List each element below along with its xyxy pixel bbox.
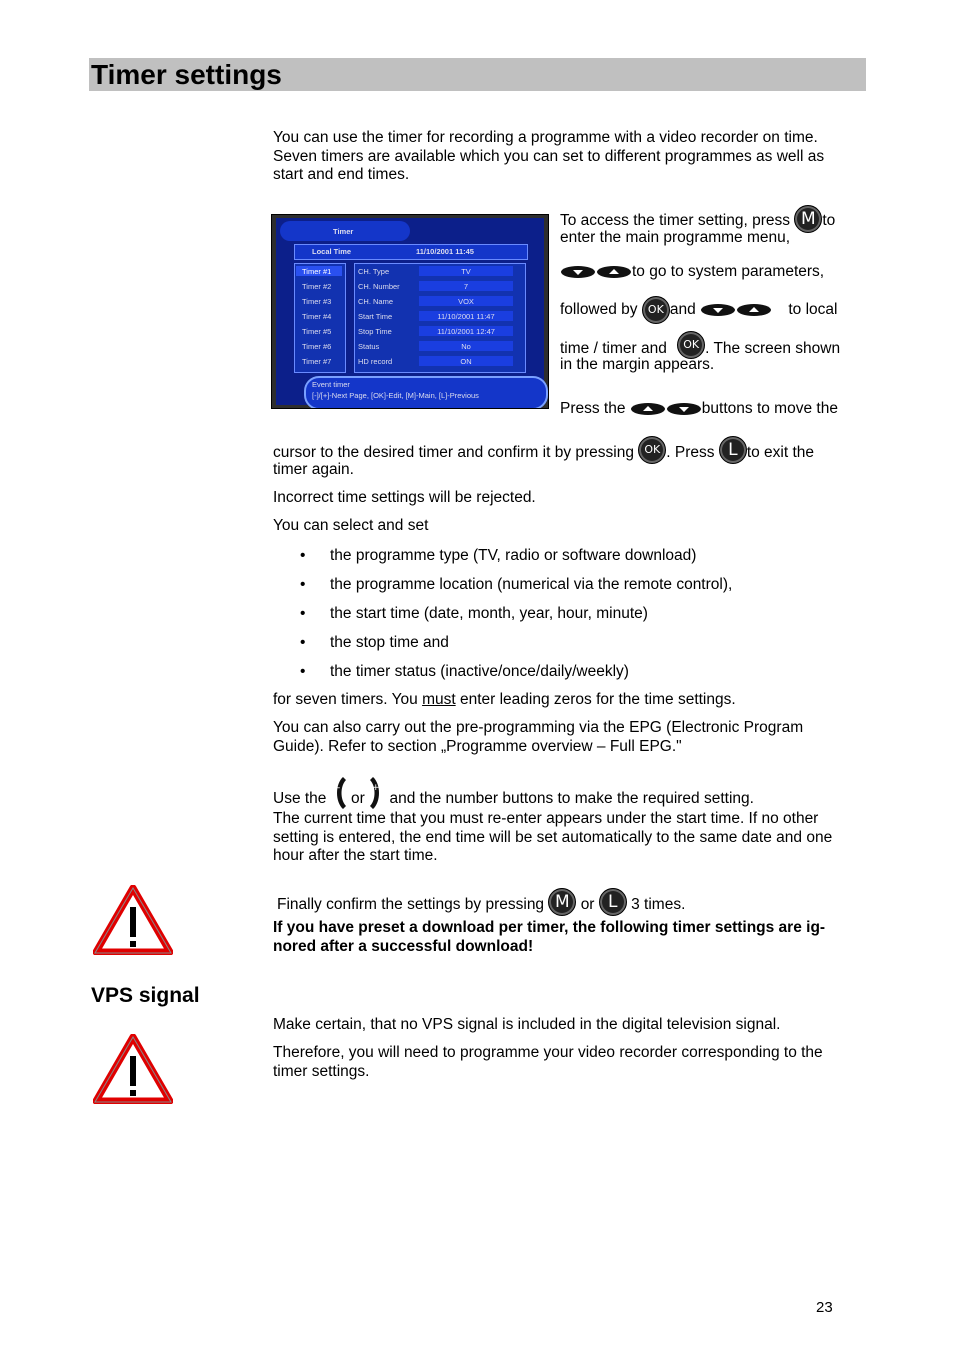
screen-field-value: VOX [458,297,474,306]
svg-text:+: + [372,783,380,793]
svg-text:-: - [336,783,340,793]
vps-heading: VPS signal [91,984,200,1007]
screen-timer-item: Timer #7 [302,357,332,366]
screen-field-value: ON [460,357,472,366]
plus-button-icon [369,776,385,810]
screen-footer-keys: [-]/[+]-Next Page, [OK]-Edit, [M]-Main, [L]-Previous [312,391,479,400]
warning-triangle-icon [93,1034,173,1104]
access-line-4: followed by OK and to local [560,296,837,324]
screen-field-value: No [461,342,471,351]
access-line-2: enter the main programme menu, [560,229,791,246]
seven-timers-note: for seven timers. You must enter leading zeros for the time settings. [273,691,736,708]
screen-timer-item: Timer #1 [302,267,332,276]
epg-paragraph: You can also carry out the pre-programming via the EPG (Electronic Program Guide). Refer to section „Programme overview – Full EPG." [273,719,804,755]
access-line-9: timer again. [273,461,354,478]
screen-field-label: Stop Time [358,327,392,336]
incorrect-note: Incorrect time settings will be rejected. [273,489,536,506]
current-time-paragraph: The current time that you must re-enter appears under the start time. If no other setting is entered, the end time will be set automatically to the same date and one hour after the start time. [273,810,833,864]
warning-triangle-icon [93,885,173,955]
screen-timer-item: Timer #4 [302,312,332,321]
m-button-icon: M [548,888,576,916]
screen-timer-item: Timer #6 [302,342,332,351]
screen-field-label: Status [358,342,380,351]
arrow-up-button-icon [630,401,666,417]
ok-button-icon: OK [677,331,705,359]
screen-field-label: Start Time [358,312,393,321]
screen-field-value: TV [461,267,471,276]
screen-field-label: CH. Number [358,282,400,291]
screen-local-time-label: Local Time [312,247,352,256]
screen-field-value: 7 [463,282,469,291]
screen-field-value: 11/10/2001 11:47 [437,312,495,321]
arrow-down-button-icon [700,302,736,318]
screen-field-label: CH. Type [358,267,390,276]
screen-timer-item: Timer #2 [302,282,332,291]
arrow-down-button-icon [560,264,596,280]
finally-confirm-line: Finally confirm the settings by pressing M or L 3 times. [277,891,685,919]
intro-paragraph: You can use the timer for recording a programme with a video recorder on time. Seven timers are available which you can set to different programmes as well as start and end times. [273,129,825,183]
page-number: 23 [816,1299,833,1316]
screen-local-time-value: 11/10/2001 11:45 [416,247,474,256]
access-line-1: To access the timer setting, press M to [560,207,835,235]
use-buttons-line: Use the - or + and the number buttons to make the required setting. [273,782,754,816]
access-line-8: cursor to the desired timer and confirm it by pressing OK . Press L to exit the [273,439,814,467]
access-line-7: Press the buttons to move the [560,400,838,417]
screen-timer-item: Timer #5 [302,327,332,336]
timer-menu-screenshot [271,214,549,409]
screen-field-label: HD record [358,357,393,366]
arrow-up-button-icon [736,302,772,318]
access-line-6: in the margin appears. [560,356,715,373]
vps-paragraph-1: Make certain, that no VPS signal is included in the digital television signal. [273,1016,781,1033]
page-title: Timer settings [91,59,282,90]
access-line-3: to go to system parameters, [560,263,824,282]
l-button-icon: L [719,436,747,464]
screen-field-label: CH. Name [358,297,394,306]
arrow-up-button-icon [596,264,632,280]
access-line-5: time / timer and OK . The screen shown [560,335,840,363]
m-button-icon: M [794,205,822,233]
screen-footer-title: Event timer [312,380,350,389]
ok-button-icon: OK [642,296,670,324]
vps-paragraph-2: Therefore, you will need to programme your video recorder corresponding to the timer settings. [273,1044,823,1080]
ok-button-icon: OK [638,436,666,464]
must-emphasis: must [422,691,456,708]
screen-field-value: 11/10/2001 12:47 [437,327,495,336]
screen-timer-item: Timer #3 [302,297,332,306]
select-set-intro: You can select and set [273,517,429,534]
screen-header: Timer [333,227,354,236]
minus-button-icon [331,776,347,810]
l-button-icon: L [599,888,627,916]
arrow-down-button-icon [666,401,702,417]
download-warning: If you have preset a download per timer, the following timer settings are ig-nored after a successful download! [273,919,826,955]
